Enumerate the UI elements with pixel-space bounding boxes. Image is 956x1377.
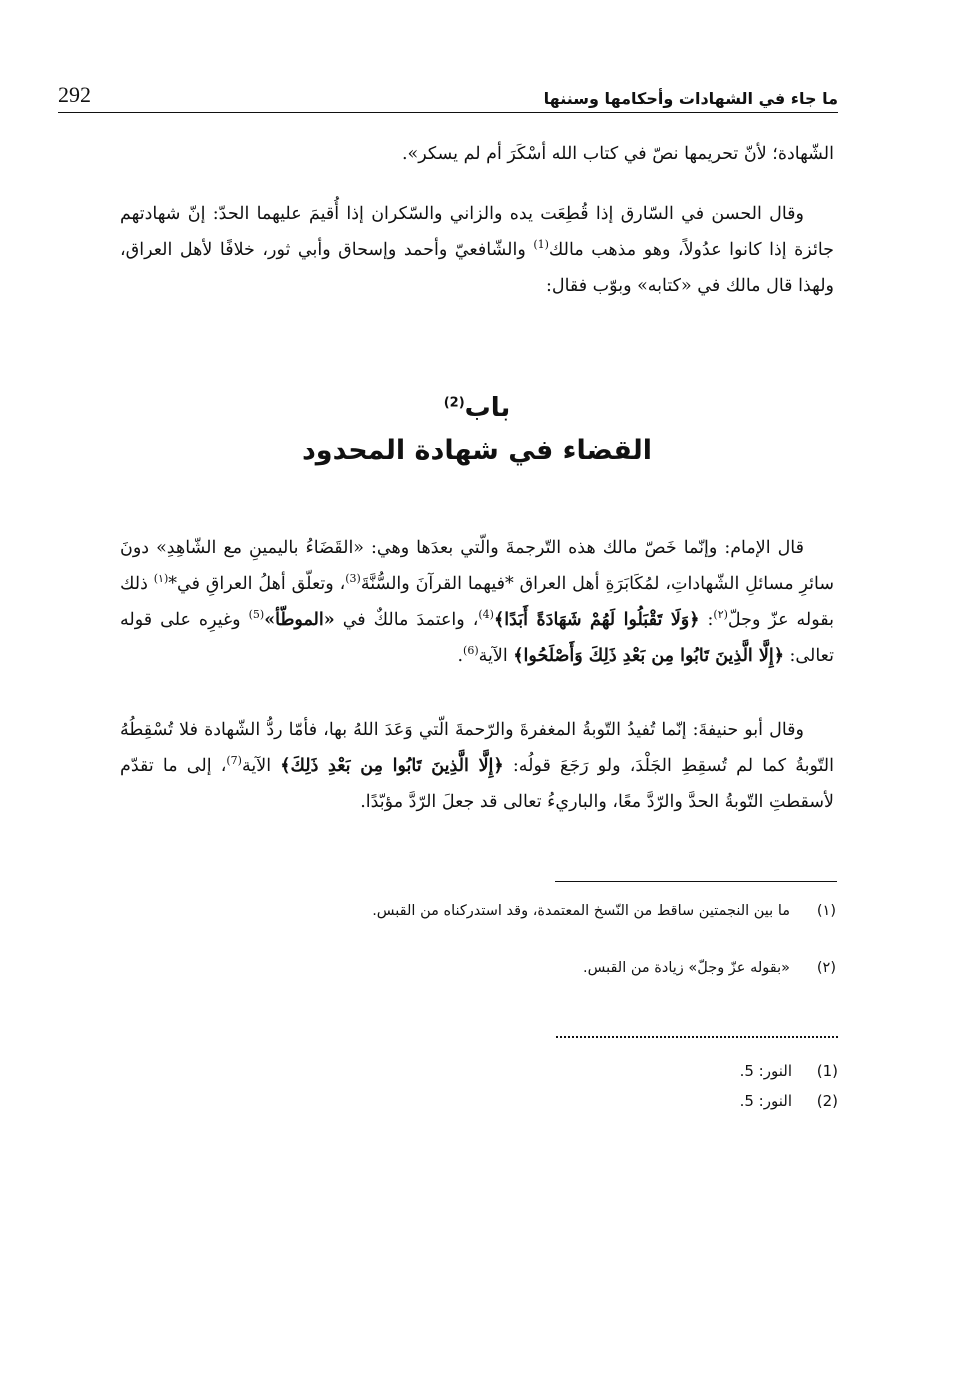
chapter-heading: [120, 388, 834, 474]
editor-note-number: (2): [816, 1092, 838, 1110]
paragraph-3-text-f: وغيرِه على قوله تعالى:: [120, 610, 834, 666]
footnote-text: ما بين النجمتين ساقط من النّسخ المعتمدة، وقد استدركناه من القبس.: [372, 903, 790, 919]
paragraph-3-text-d: :: [699, 610, 714, 630]
editor-note-1: [740, 1058, 838, 1084]
footnote-ref-1: (1): [533, 238, 549, 252]
page-header: [58, 74, 838, 108]
chapter-title: القضاء في شهادة المحدود: [301, 435, 653, 466]
quran-verse-2: ﴿إِلَّا الَّذِينَ تَابُوا مِن بَعْدِ ذَلِكَ وَأَصْلَحُوا﴾: [513, 646, 784, 666]
editor-note-2: [740, 1088, 838, 1114]
footnote-ref-7: (7): [226, 754, 242, 768]
paragraph-3-text-c: ذلك بقوله عزّ وجلّ: [120, 574, 834, 630]
chapter-footnote-ref: (2): [443, 395, 465, 411]
footnote-ref-b: (٢): [713, 608, 728, 622]
paragraph-3-text-e: ، واعتمدَ مالكٌ في: [334, 610, 479, 630]
editor-note-text: النور: 5.: [739, 1062, 792, 1080]
paragraph-3: [120, 530, 834, 674]
running-title: ما جاء في الشهادات وأحكامها وسننها: [543, 89, 838, 108]
chapter-label-text: باب: [464, 393, 511, 423]
chapter-label: [120, 388, 834, 428]
paragraph-4-text-b: الآية: [241, 756, 281, 776]
footnote-ref-5: (5): [248, 608, 265, 622]
paragraph-4-text-a: وقال أبو حنيفةَ: إنّما تُفيدُ التّوبةُ المغفرةَ والرّحمةَ الّتي وَعَدَ اللهُ بها، فأمّا ردُّ الشّهادة فلا تُسْقِطُهُ التّوبةُ كما لم تُسقِطِ الجَلْدَ، ولو رَجَعَ قولُه:: [120, 720, 834, 776]
paragraph-2-text-a: وقال الحسن في السّارق إذا قُطِعَت يده والزاني والسّكران إذا أُقيمَ عليهما الحدّ: إنّ شهادتهم جائزة إذا كانوا عدُولاً، وهو مذهب مالك: [120, 204, 834, 260]
book-title-muwatta: «الموطّأ»: [264, 610, 335, 630]
paragraph-4: [120, 712, 834, 820]
footnote-ref-a: (١): [153, 572, 169, 586]
paragraph-1-text: الشّهادة؛ لأنّ تحريمها نصّ في كتاب الله أسْكَرَ أم لم يسكر».: [401, 144, 834, 164]
paragraph-4-text-c: ، إلى ما تقدّم لأسقطتِ التّوبةُ الحدَّ والرّدَّ معًا، والباريءُ تعالى قد جعلَ الرّدَّ مؤبّدًا.: [120, 756, 834, 812]
paragraph-3-text-h: .: [457, 646, 464, 666]
paragraph-2: [120, 196, 834, 304]
page-number: 292: [58, 82, 91, 107]
footnote-number: (١): [816, 903, 836, 919]
paragraph-3-text-g: الآية: [478, 646, 514, 666]
header-rule: [58, 112, 838, 113]
footnote-2: [120, 955, 836, 981]
footnote-text: «بقوله عزّ وجلّ» زيادة من القبس.: [582, 960, 790, 976]
footnote-ref-4: (4): [478, 608, 494, 622]
quran-verse-3: ﴿إِلَّا الَّذِينَ تَابُوا مِن بَعْدِ ذَلِكَ﴾: [280, 756, 504, 776]
footnote-ref-6: (6): [463, 644, 479, 658]
paragraph-2-text-b: والشّافعيّ وأحمد وإسحاق وأبي ثور، خلافًا لأهل العراق، ولهذا قال مالك في «كتابه» وبوّب فقال:: [120, 240, 834, 296]
paragraph-3-text-a: قال الإمام: وإنّما خَصّ مالك هذه التّرجمةَ والّتي بعدَها وهي: «القَضَاءُ باليمينِ مع الشّاهِدِ» دونَ سائرِ مسائلِ الشّهاداتِ، لمُكَابَرَةِ أهل العراق *فيهما القرآنَ والسُّنَّةَ: [120, 538, 834, 594]
footnote-1: [120, 898, 836, 924]
quran-verse-1: ﴿وَلَا تَقْبَلُوا لَهُمْ شَهَادَةً أَبَدًا﴾: [493, 610, 700, 630]
paragraph-1: [120, 136, 834, 172]
footnote-rule: [555, 881, 837, 882]
editor-note-text: النور: 5.: [739, 1092, 792, 1110]
paragraph-3-text-b: ، وتعلّق أهلُ العراقِ في*: [168, 574, 346, 594]
footnote-number: (٢): [816, 960, 836, 976]
footnote-ref-3: (3): [345, 572, 361, 586]
dotted-separator: [556, 1036, 838, 1038]
editor-note-number: (1): [816, 1062, 838, 1080]
